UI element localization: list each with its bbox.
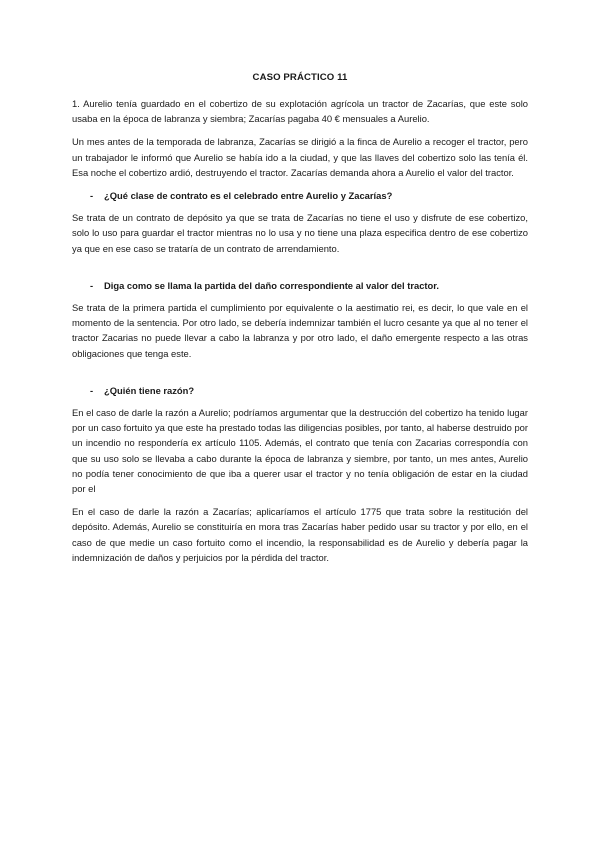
answer-1-paragraph: Se trata de un contrato de depósito ya que se trata de Zacarías no tiene el uso y disfrute de ese cobertizo, solo lo uso para guardar el tractor mientras no lo usa y no tiene una plaza especifica dentro de ese cobertizo ya que en ese caso se trataría de un contrato de arrendamiento. [72,212,528,254]
question-1 [72,188,528,203]
question-3 [72,383,528,398]
question-3-text: ¿Quién tiene razón? [104,384,195,396]
question-2-text: Diga como se llama la partida del daño correspondiente al valor del tractor. [104,279,439,291]
bullet-dash: - [90,384,94,396]
answer-3-paragraph-1: En el caso de darle la razón a Aurelio; podríamos argumentar que la destrucción del cobertizo ha tenido lugar por un caso fortuito ya que este ha prestado todas las diligencias posibles, por tanto, al haberse destruido por un incendio no respondería ex artículo 1105. Además, el contrato que tenía con Zacarias correspondía con que su uso solo se llevaba a cabo durante la época de labranza y siembre, por tanto, un mes antes, Aurelio no podía tener conocimiento de que iba a querer usar el tractor y no tenía obligación de estar en la ciudad por el [72,407,528,495]
answer-3-paragraph-2: En el caso de darle la razón a Zacarías; aplicaríamos el artículo 1775 que trata sobre la restitución del depósito. Además, Aurelio se constituiría en mora tras Zacarías haber pedido usar su tractor y por ello, en el caso de que medie un caso fortuito como el incendio, la responsabilidad es de Aurelio y debería pagar la indemnización de daños y perjuicios por la pérdida del tractor. [72,506,528,563]
answer-2-paragraph: Se trata de la primera partida el cumplimiento por equivalente o la aestimatio rei, es decir, lo que vale en el momento de la sentencia. Por otro lado, se debería indemnizar también el lucro cesante ya que al no tener el tractor Zacarias no puede llevar a cabo la labranza y por otro lado, el daño emergente respecto a las otras obligaciones que tenga este. [72,302,528,359]
intro-paragraph-2: Un mes antes de la temporada de labranza, Zacarías se dirigió a la finca de Aurelio a recoger el tractor, pero un trabajador le informó que Aurelio se había ido a la ciudad, y que las llaves del cobertizo solo las tenía él. Esa noche el cobertizo ardió, destruyendo el tractor. Zacarías demanda ahora a Aurelio el valor del tractor. [72,136,528,178]
question-1-text: ¿Qué clase de contrato es el celebrado entre Aurelio y Zacarías? [104,190,393,202]
bullet-dash: - [90,190,94,202]
page-title: CASO PRÁCTICO 11 [252,72,348,83]
bullet-dash: - [90,279,94,291]
intro-paragraph-1: 1. Aurelio tenía guardado en el cobertizo de su explotación agrícola un tractor de Zacarías, que este solo usaba en la época de labranza y siembra; Zacarías pagaba 40 € mensuales a Aurelio. [72,98,528,125]
question-2 [72,278,528,293]
